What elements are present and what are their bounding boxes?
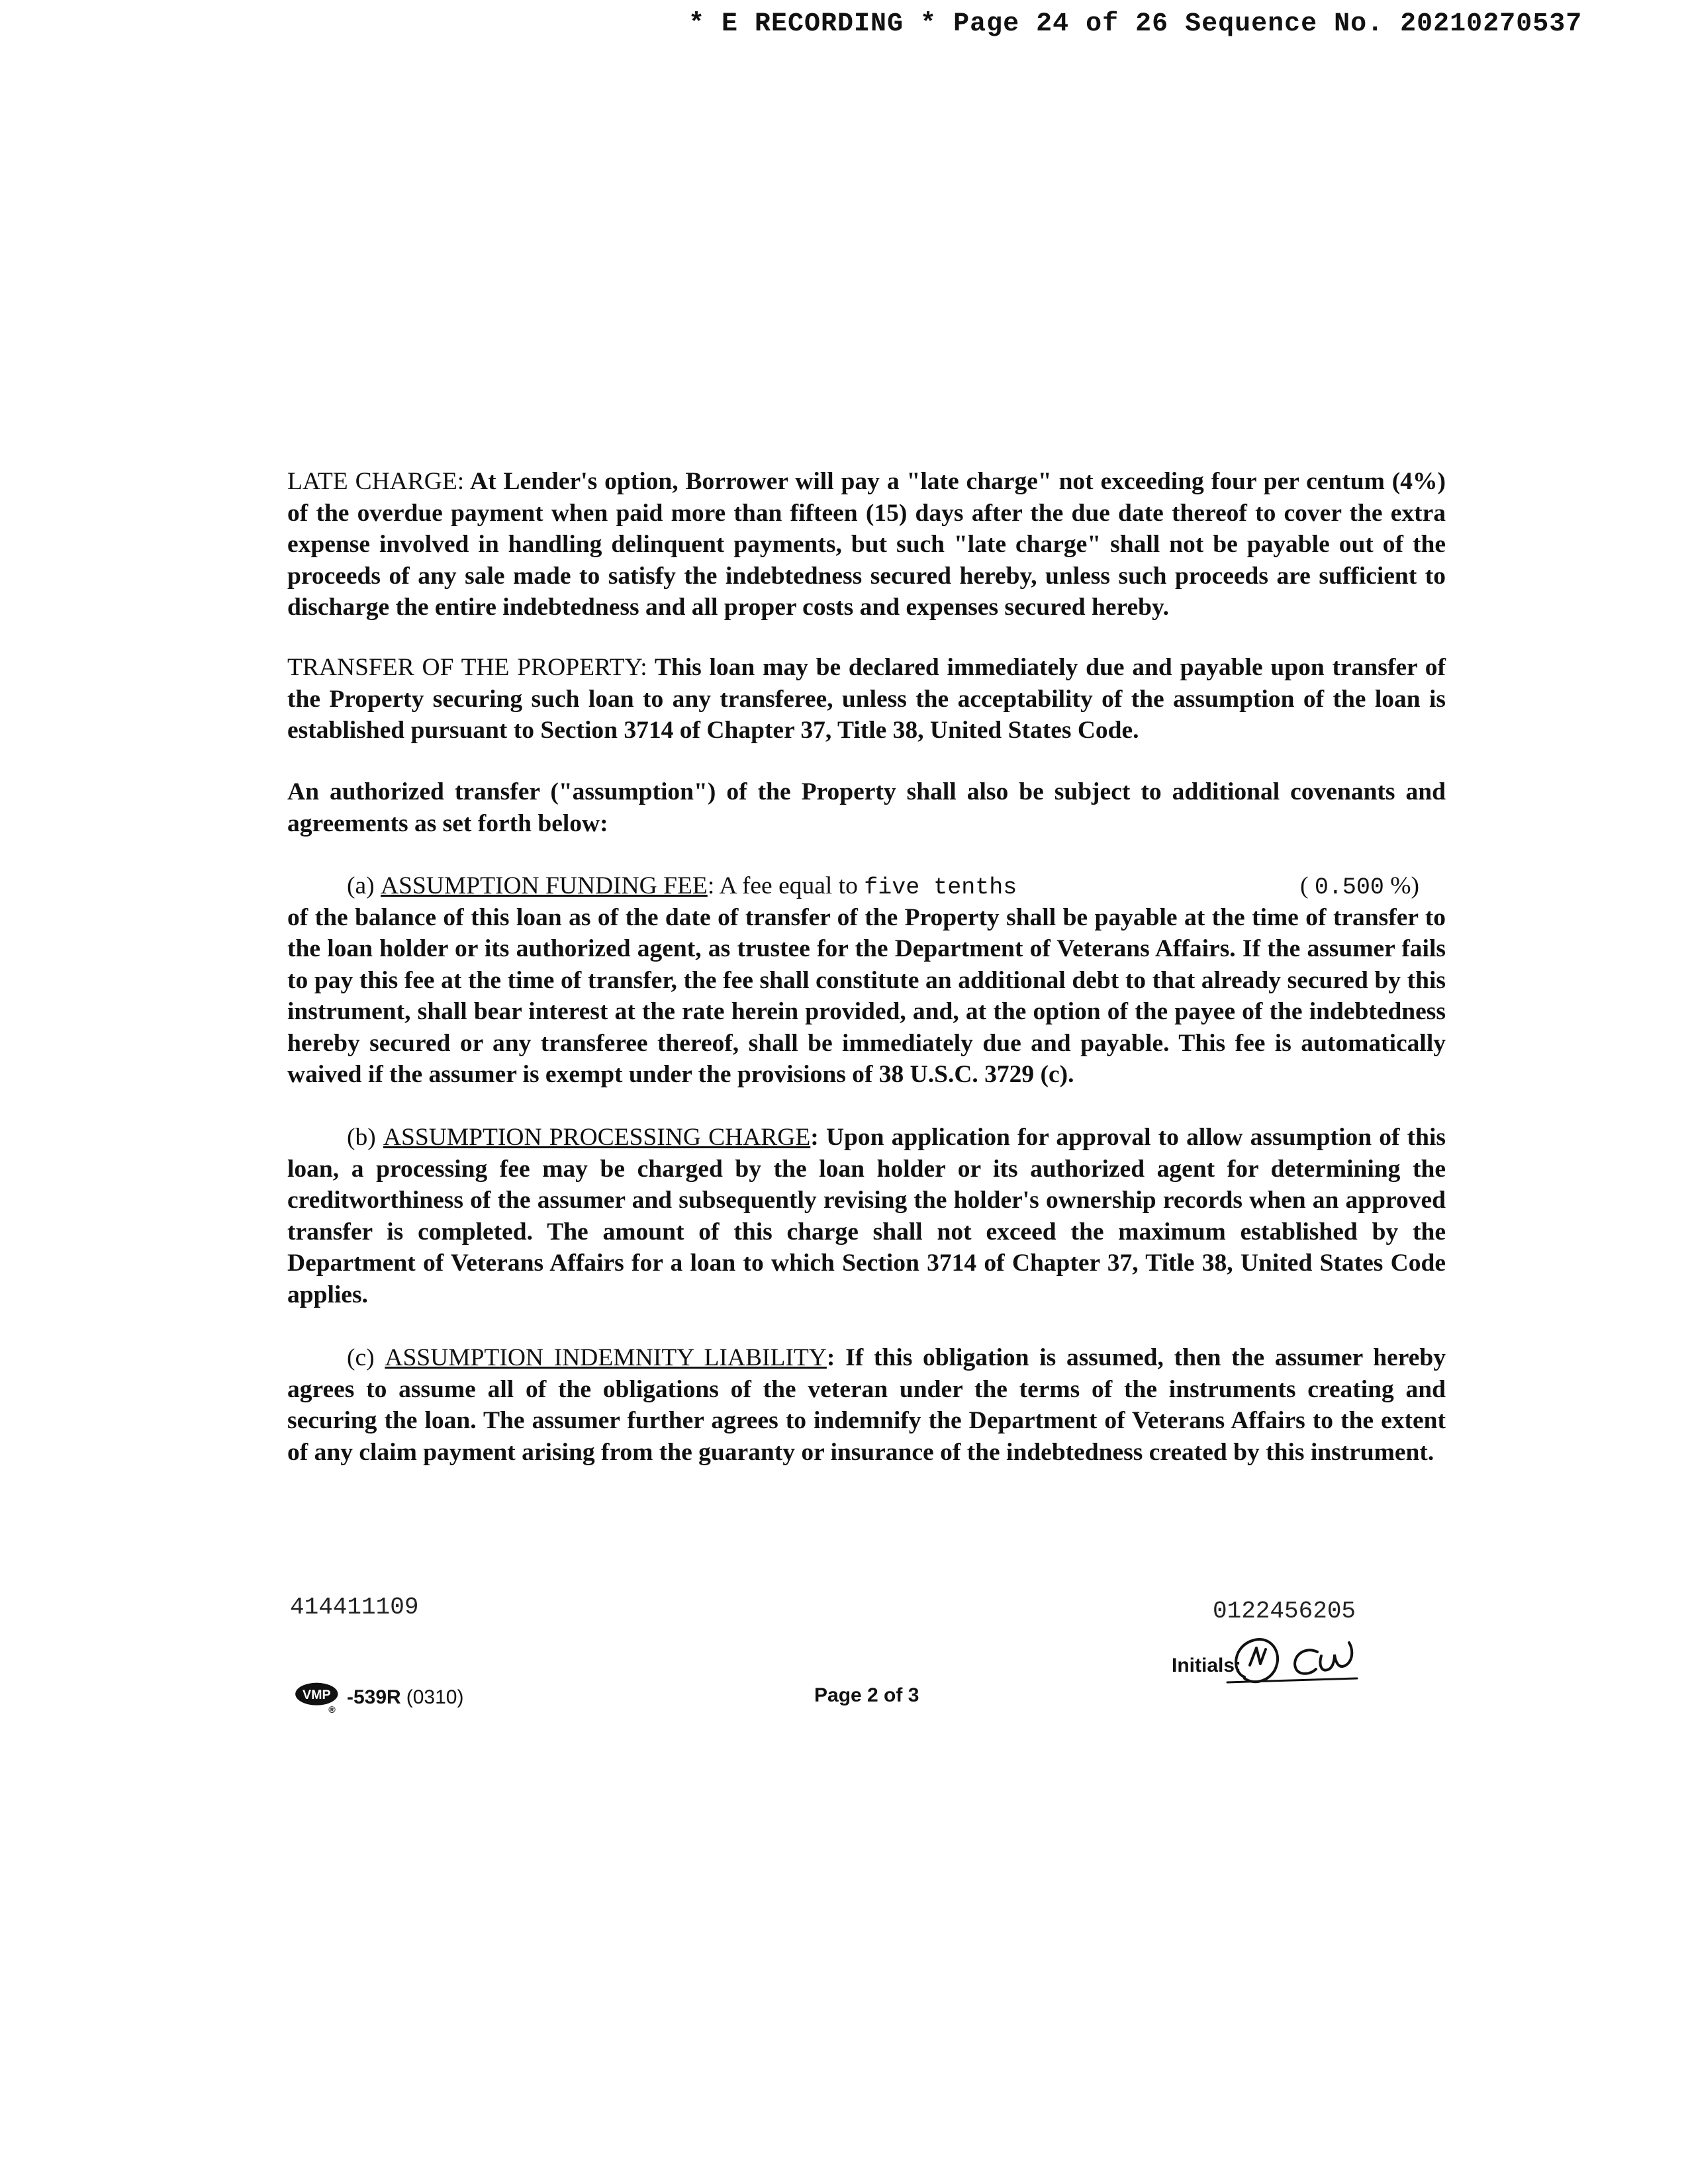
- reference-number: 0122456205: [1213, 1598, 1356, 1625]
- funding-fee-first-line: [287, 870, 1446, 902]
- funding-fee-pct-close: %): [1390, 872, 1420, 899]
- initials-block: [1172, 1625, 1370, 1698]
- authorized-transfer-text: An authorized transfer ("assumption") of the Property shall also be subject to additional covenants and agreements as set forth below:: [287, 778, 1446, 837]
- late-charge-text: At Lender's option, Borrower will pay a "late charge" not exceeding four per centum (4%) of the overdue payment when paid more than fifteen (15) days after the due date thereof to cover the extra expense involved in handling delinquent payments, but such "late charge" shall not be payable out of the proceeds of any sale made to satisfy the indebtedness secured hereby, unless such proceeds are sufficient to discharge the entire indebtedness and all proper costs and expenses secured hereby.: [287, 468, 1446, 621]
- initials-label: Initials:: [1172, 1655, 1242, 1676]
- late-charge-paragraph: [287, 466, 1446, 623]
- funding-fee-pct-open: (: [1300, 872, 1309, 899]
- handwritten-initials-signature-icon: [1225, 1625, 1370, 1698]
- form-identifier: [291, 1681, 463, 1714]
- funding-fee-rate-percent: [1300, 870, 1419, 904]
- transfer-paragraph: [287, 652, 1446, 747]
- vmp-logo-registered: ®: [328, 1705, 336, 1714]
- loan-number: 414411109: [290, 1594, 419, 1621]
- indemnity-paragraph: [287, 1342, 1446, 1468]
- funding-fee-label: (a): [347, 872, 375, 899]
- recording-header: * E RECORDING * Page 24 of 26 Sequence No. 20210270537: [688, 9, 1583, 39]
- indemnity-text: : If this obligation is assumed, then the assumer hereby agrees to assume all of the obligations of the veteran under the terms of the instruments creating and securing the loan. The assumer further agrees to indemnify the Department of Veterans Affairs to the extent of any claim payment arising from the guaranty or insurance of the indebtedness created by this instrument.: [287, 1344, 1446, 1466]
- vmp-logo-icon: [291, 1681, 346, 1714]
- processing-charge-text: : Upon application for approval to allow assumption of this loan, a processing fee may be charged by the loan holder or its authorized agent for determining the creditworthiness of the assumer and subsequently revising the holder's ownership records when an approved transfer is completed. The amount of this charge shall not exceed the maximum established by the Department of Veterans Affairs for a loan to which Section 3714 of Chapter 37, Title 38, United States Code applies.: [287, 1124, 1446, 1308]
- indemnity-heading: ASSUMPTION INDEMNITY LIABILITY: [385, 1344, 827, 1371]
- form-code: -539R: [347, 1686, 401, 1708]
- funding-fee-heading: ASSUMPTION FUNDING FEE: [381, 872, 708, 899]
- funding-fee-text: of the balance of this loan as of the date of transfer of the Property shall be payable at the time of transfer to the loan holder or its authorized agent, as trustee for the Department of Veterans Affairs. If the assumer fails to pay this fee at the time of transfer, the fee shall constitute an additional debt to that already secured by this instrument, shall bear interest at the rate herein provided, and, at the option of the payee of the indebtedness hereby secured or any transferee thereof, shall be immediately due and payable. This fee is automatically waived if the assumer is exempt under the provisions of 38 U.S.C. 3729 (c).: [287, 903, 1446, 1088]
- transfer-text: This loan may be declared immediately due and payable upon transfer of the Property securing such loan to any transferee, unless the acceptability of the assumption of the loan is established pursuant to Section 3714 of Chapter 37, Title 38, United States Code.: [287, 654, 1446, 744]
- vmp-logo-text: VMP: [303, 1687, 331, 1702]
- indemnity-label: (c): [347, 1344, 375, 1371]
- processing-charge-heading: ASSUMPTION PROCESSING CHARGE: [383, 1124, 811, 1151]
- funding-fee-rate-value: 0.500: [1314, 874, 1384, 901]
- form-revision: (0310): [406, 1686, 464, 1708]
- funding-fee-lead: : A fee equal to: [707, 872, 858, 899]
- processing-charge-label: (b): [347, 1124, 376, 1151]
- processing-charge-paragraph: [287, 1122, 1446, 1310]
- authorized-transfer-paragraph: [287, 776, 1446, 839]
- funding-fee-paragraph: [287, 870, 1446, 1091]
- transfer-heading: TRANSFER OF THE PROPERTY:: [287, 654, 647, 681]
- funding-fee-rate-words: five tenths: [864, 874, 1017, 901]
- page-number: Page 2 of 3: [814, 1684, 919, 1706]
- late-charge-heading: LATE CHARGE:: [287, 468, 465, 495]
